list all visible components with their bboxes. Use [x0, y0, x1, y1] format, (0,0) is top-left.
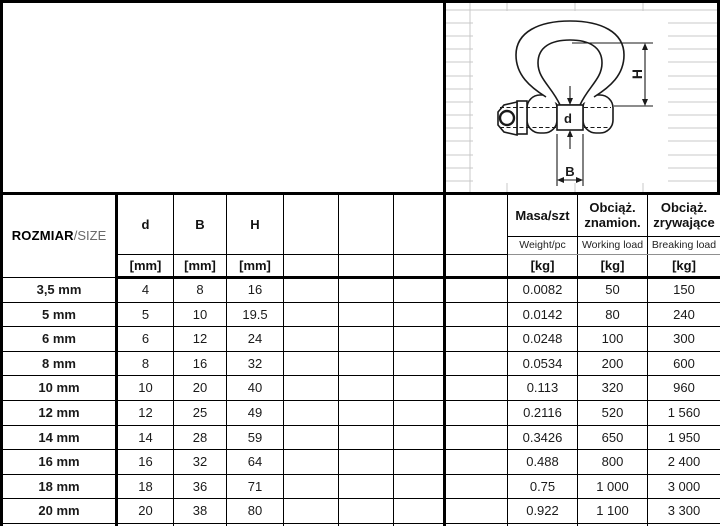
- d-value-cell: 4: [117, 278, 174, 303]
- empty-cell: [445, 450, 508, 475]
- stub-cell: [578, 523, 648, 526]
- weight-value-cell: 0.0082: [508, 278, 578, 303]
- h-value-cell: 59: [227, 425, 284, 450]
- unit-cell-breaking-load: [kg]: [648, 255, 720, 278]
- empty-cell: [394, 278, 445, 303]
- empty-cell: [339, 400, 394, 425]
- empty-cell: [339, 499, 394, 524]
- size-cell: 14 mm: [2, 425, 117, 450]
- empty-cell: [339, 450, 394, 475]
- empty-cell: [445, 425, 508, 450]
- size-cell: 3,5 mm: [2, 278, 117, 303]
- unit-cell-working-load: [kg]: [578, 255, 648, 278]
- table-row: [2, 376, 720, 401]
- empty-cell: [339, 376, 394, 401]
- col-header-size-en: /SIZE: [73, 228, 107, 244]
- working-load-value-cell: 50: [578, 278, 648, 303]
- spec-table: [0, 195, 720, 526]
- pin-head-eye: [500, 111, 514, 125]
- empty-cell: [284, 450, 339, 475]
- h-value-cell: 24: [227, 327, 284, 352]
- breaking-load-value-cell: 300: [648, 327, 720, 352]
- empty-header-cell: [394, 195, 445, 255]
- working-load-value-cell: 100: [578, 327, 648, 352]
- d-value-cell: 14: [117, 425, 174, 450]
- empty-unit-cell: [284, 255, 339, 278]
- col-header-size: [2, 195, 117, 278]
- b-value-cell: 20: [174, 376, 227, 401]
- col-header-b: B: [174, 195, 227, 255]
- unit-cell-h: [mm]: [227, 255, 284, 278]
- col-header-d: d: [117, 195, 174, 255]
- empty-unit-cell: [339, 255, 394, 278]
- empty-cell: [284, 474, 339, 499]
- size-cell: 12 mm: [2, 400, 117, 425]
- col-header-working-load: [578, 195, 648, 236]
- empty-cell: [284, 278, 339, 303]
- empty-cell: [394, 376, 445, 401]
- h-value-cell: 19.5: [227, 302, 284, 327]
- empty-cell: [339, 302, 394, 327]
- table-row: [2, 400, 720, 425]
- size-cell: 5 mm: [2, 302, 117, 327]
- stub-cell: [174, 523, 227, 526]
- h-value-cell: 80: [227, 499, 284, 524]
- col-header-h: H: [227, 195, 284, 255]
- size-cell: 16 mm: [2, 450, 117, 475]
- empty-cell: [339, 425, 394, 450]
- empty-cell: [284, 425, 339, 450]
- unit-cell-b: [mm]: [174, 255, 227, 278]
- empty-cell: [445, 351, 508, 376]
- size-cell: 10 mm: [2, 376, 117, 401]
- d-value-cell: 6: [117, 327, 174, 352]
- b-value-cell: 36: [174, 474, 227, 499]
- col-subtitle-breaking-load: Breaking load: [648, 236, 720, 254]
- working-load-value-cell: 650: [578, 425, 648, 450]
- size-cell: 18 mm: [2, 474, 117, 499]
- empty-cell: [284, 499, 339, 524]
- weight-value-cell: 0.2116: [508, 400, 578, 425]
- unit-cell-weight: [kg]: [508, 255, 578, 278]
- breaking-load-value-cell: 960: [648, 376, 720, 401]
- empty-cell: [445, 302, 508, 327]
- col-header-weight: [508, 195, 578, 236]
- weight-value-cell: 0.0248: [508, 327, 578, 352]
- col-header-size-pl: ROZMIAR: [11, 228, 74, 244]
- h-value-cell: 16: [227, 278, 284, 303]
- breaking-load-value-cell: 3 000: [648, 474, 720, 499]
- h-value-cell: 64: [227, 450, 284, 475]
- table-row: [2, 278, 720, 303]
- d-value-cell: 12: [117, 400, 174, 425]
- diagram-label-h: H: [629, 68, 645, 80]
- empty-cell: [284, 302, 339, 327]
- shackle-diagram: [446, 3, 717, 192]
- empty-cell: [284, 400, 339, 425]
- empty-cell: [445, 474, 508, 499]
- col-subtitle-working-load: Working load: [578, 236, 648, 254]
- col-header-breaking-load: [648, 195, 720, 236]
- d-value-cell: 18: [117, 474, 174, 499]
- unit-cell-d: [mm]: [117, 255, 174, 278]
- col-header-weight-title: Masa/szt: [515, 207, 570, 223]
- col-header-working-line2: znamion.: [584, 215, 641, 231]
- weight-value-cell: 0.0142: [508, 302, 578, 327]
- empty-cell: [445, 278, 508, 303]
- table-row: [2, 425, 720, 450]
- breaking-load-value-cell: 1 560: [648, 400, 720, 425]
- stub-cell: [394, 523, 445, 526]
- empty-cell: [445, 400, 508, 425]
- table-row: [2, 474, 720, 499]
- d-value-cell: 10: [117, 376, 174, 401]
- weight-value-cell: 0.75: [508, 474, 578, 499]
- d-value-cell: 8: [117, 351, 174, 376]
- b-value-cell: 25: [174, 400, 227, 425]
- weight-value-cell: 0.0534: [508, 351, 578, 376]
- working-load-value-cell: 1 100: [578, 499, 648, 524]
- b-value-cell: 8: [174, 278, 227, 303]
- table-row: [2, 351, 720, 376]
- empty-header-cell: [339, 195, 394, 255]
- stub-cell: [508, 523, 578, 526]
- table-row: [2, 302, 720, 327]
- working-load-value-cell: 1 000: [578, 474, 648, 499]
- stub-cell: [2, 523, 117, 526]
- breaking-load-value-cell: 240: [648, 302, 720, 327]
- d-value-cell: 16: [117, 450, 174, 475]
- h-value-cell: 32: [227, 351, 284, 376]
- empty-cell: [445, 499, 508, 524]
- diagram-label-b: B: [565, 164, 575, 179]
- empty-cell: [284, 327, 339, 352]
- b-value-cell: 16: [174, 351, 227, 376]
- breaking-load-value-cell: 3 300: [648, 499, 720, 524]
- working-load-value-cell: 80: [578, 302, 648, 327]
- size-cell: 8 mm: [2, 351, 117, 376]
- weight-value-cell: 0.488: [508, 450, 578, 475]
- b-value-cell: 12: [174, 327, 227, 352]
- h-value-cell: 71: [227, 474, 284, 499]
- empty-cell: [394, 400, 445, 425]
- working-load-value-cell: 800: [578, 450, 648, 475]
- stub-cell: [227, 523, 284, 526]
- empty-cell: [394, 302, 445, 327]
- empty-cell: [394, 327, 445, 352]
- weight-value-cell: 0.113: [508, 376, 578, 401]
- table-row: [2, 450, 720, 475]
- size-cell: 6 mm: [2, 327, 117, 352]
- col-header-breaking-line2: zrywające: [653, 215, 715, 231]
- col-subtitle-weight: Weight/pc: [508, 236, 578, 254]
- empty-cell: [339, 278, 394, 303]
- h-value-cell: 49: [227, 400, 284, 425]
- b-value-cell: 10: [174, 302, 227, 327]
- d-value-cell: 20: [117, 499, 174, 524]
- pin-collar: [517, 101, 527, 134]
- size-cell: 20 mm: [2, 499, 117, 524]
- working-load-value-cell: 320: [578, 376, 648, 401]
- empty-cell: [394, 425, 445, 450]
- working-load-value-cell: 520: [578, 400, 648, 425]
- top-blank-panel: [0, 0, 443, 195]
- empty-cell: [339, 351, 394, 376]
- col-header-working-line1: Obciąż.: [589, 200, 636, 216]
- b-value-cell: 38: [174, 499, 227, 524]
- col-header-breaking-line1: Obciąż.: [660, 200, 708, 216]
- empty-unit-cell: [445, 255, 508, 278]
- diagram-label-d: d: [564, 111, 572, 126]
- empty-header-cell: [284, 195, 339, 255]
- stub-cell: [339, 523, 394, 526]
- h-value-cell: 40: [227, 376, 284, 401]
- table-row: [2, 499, 720, 524]
- breaking-load-value-cell: 150: [648, 278, 720, 303]
- stub-cell: [284, 523, 339, 526]
- stub-cell: [648, 523, 720, 526]
- stub-cell: [117, 523, 174, 526]
- breaking-load-value-cell: 2 400: [648, 450, 720, 475]
- working-load-value-cell: 200: [578, 351, 648, 376]
- empty-cell: [284, 376, 339, 401]
- empty-cell: [445, 327, 508, 352]
- empty-unit-cell: [394, 255, 445, 278]
- empty-cell: [445, 376, 508, 401]
- empty-cell: [394, 499, 445, 524]
- weight-value-cell: 0.3426: [508, 425, 578, 450]
- empty-cell: [394, 450, 445, 475]
- clipped-next-row: [2, 523, 720, 526]
- weight-value-cell: 0.922: [508, 499, 578, 524]
- empty-cell: [394, 474, 445, 499]
- empty-cell: [339, 327, 394, 352]
- empty-cell: [339, 474, 394, 499]
- table-row: [2, 327, 720, 352]
- breaking-load-value-cell: 1 950: [648, 425, 720, 450]
- empty-header-cell: [445, 195, 508, 255]
- breaking-load-value-cell: 600: [648, 351, 720, 376]
- b-value-cell: 32: [174, 450, 227, 475]
- stub-cell: [445, 523, 508, 526]
- empty-cell: [284, 351, 339, 376]
- shackle-diagram-panel: [443, 0, 720, 195]
- empty-cell: [394, 351, 445, 376]
- d-value-cell: 5: [117, 302, 174, 327]
- b-value-cell: 28: [174, 425, 227, 450]
